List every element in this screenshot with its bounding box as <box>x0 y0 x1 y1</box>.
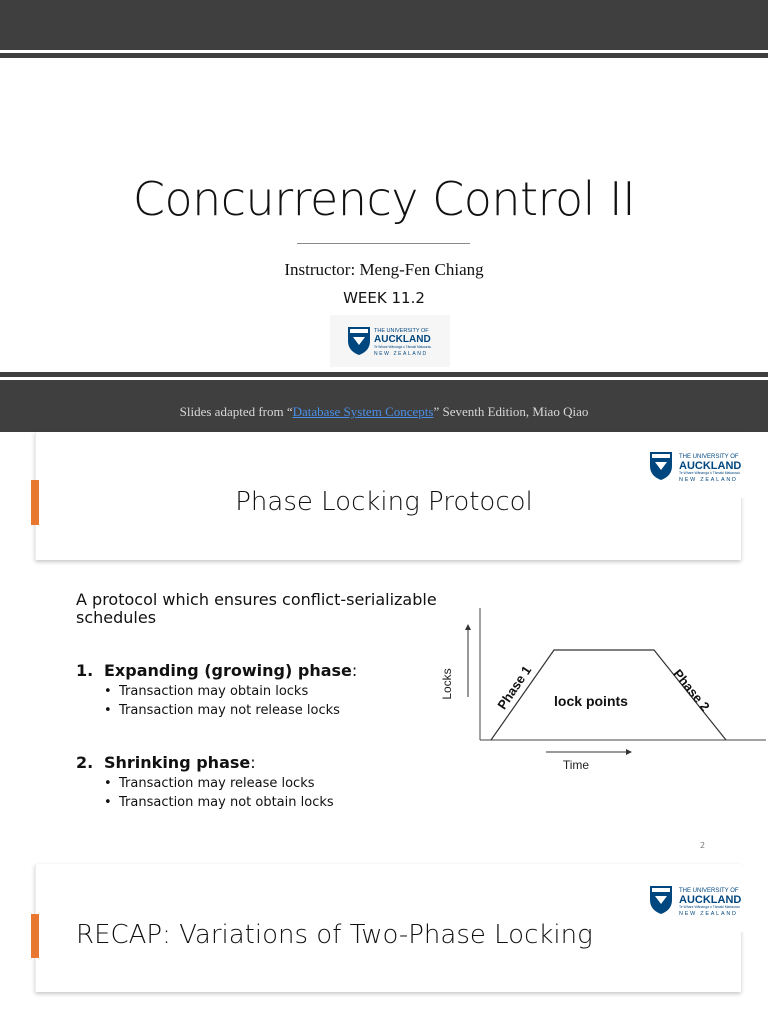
logo-line3: Te Whare Wānanga o Tāmaki Makaurau <box>679 471 740 475</box>
week-label: WEEK 11.2 <box>343 289 425 307</box>
logo-line4: NEW ZEALAND <box>374 351 428 357</box>
slide-recap <box>0 864 768 1024</box>
logo-line1: THE UNIVERSITY OF <box>679 888 739 894</box>
crest-icon <box>650 452 672 480</box>
phase1-number: 1. <box>76 661 94 680</box>
logo-line4: NEW ZEALAND <box>679 477 738 483</box>
crest-icon <box>650 886 672 914</box>
phase1-diagram-label: Phase 1 <box>494 662 535 713</box>
y-axis-label: Locks <box>440 668 454 700</box>
top-bar <box>0 0 768 50</box>
lock-points-label: lock points <box>554 693 628 709</box>
page-number: 2 <box>700 841 706 850</box>
logo-line2: AUCKLAND <box>679 894 742 906</box>
phase2-colon: : <box>250 753 256 772</box>
logo-line4: NEW ZEALAND <box>679 911 738 917</box>
top-divider-line <box>0 53 768 58</box>
bottom-divider-line <box>0 372 768 377</box>
slide-heading: Phase Locking Protocol <box>235 487 533 517</box>
slide-credit <box>0 404 768 420</box>
instructor-name: Instructor: Meng-Fen Chiang <box>284 260 484 279</box>
phase2-number: 2. <box>76 753 94 772</box>
slide-title-heading: Concurrency Control II <box>132 172 636 226</box>
logo-line1: THE UNIVERSITY OF <box>374 328 429 334</box>
logo-line3: Te Whare Wānanga o Tāmaki Makaurau <box>679 905 740 909</box>
phase1-label: Expanding (growing) phase <box>104 661 352 680</box>
credit-suffix: ” Seventh Edition, Miao Qiao <box>433 404 589 419</box>
two-phase-diagram <box>436 604 768 779</box>
phase2-label: Shrinking phase <box>104 753 251 772</box>
x-axis-label: Time <box>562 758 590 772</box>
logo-line2: AUCKLAND <box>374 334 431 345</box>
phase2-heading <box>76 753 256 772</box>
university-logo <box>628 432 768 498</box>
list-item: • Transaction may not obtain locks <box>104 795 334 810</box>
title-accent-bar <box>31 914 39 958</box>
credit-link[interactable]: Database System Concepts <box>292 404 434 419</box>
credit-prefix: Slides adapted from “ <box>179 404 293 419</box>
phase1-heading <box>76 661 357 680</box>
slide-phase-locking <box>0 432 768 864</box>
list-item: • Transaction may release locks <box>104 776 315 791</box>
university-logo <box>330 315 450 367</box>
x-arrow-head <box>626 749 632 755</box>
list-item: • Transaction may not release locks <box>104 703 340 718</box>
phase1-colon: : <box>351 661 358 680</box>
y-arrow-head <box>465 624 471 630</box>
phase2-diagram-label: Phase 2 <box>670 666 713 714</box>
title-divider <box>297 243 470 244</box>
slide-heading: RECAP: Variations of Two-Phase Locking <box>76 920 593 950</box>
logo-line3: Te Whare Wānanga o Tāmaki Makaurau <box>374 345 432 349</box>
list-item: • Transaction may obtain locks <box>104 684 308 699</box>
protocol-intro: A protocol which ensures conflict-serializable schedules <box>76 590 437 627</box>
logo-line2: AUCKLAND <box>679 460 742 472</box>
university-logo <box>630 866 768 932</box>
slide-title <box>0 0 768 432</box>
logo-line1: THE UNIVERSITY OF <box>679 454 739 460</box>
